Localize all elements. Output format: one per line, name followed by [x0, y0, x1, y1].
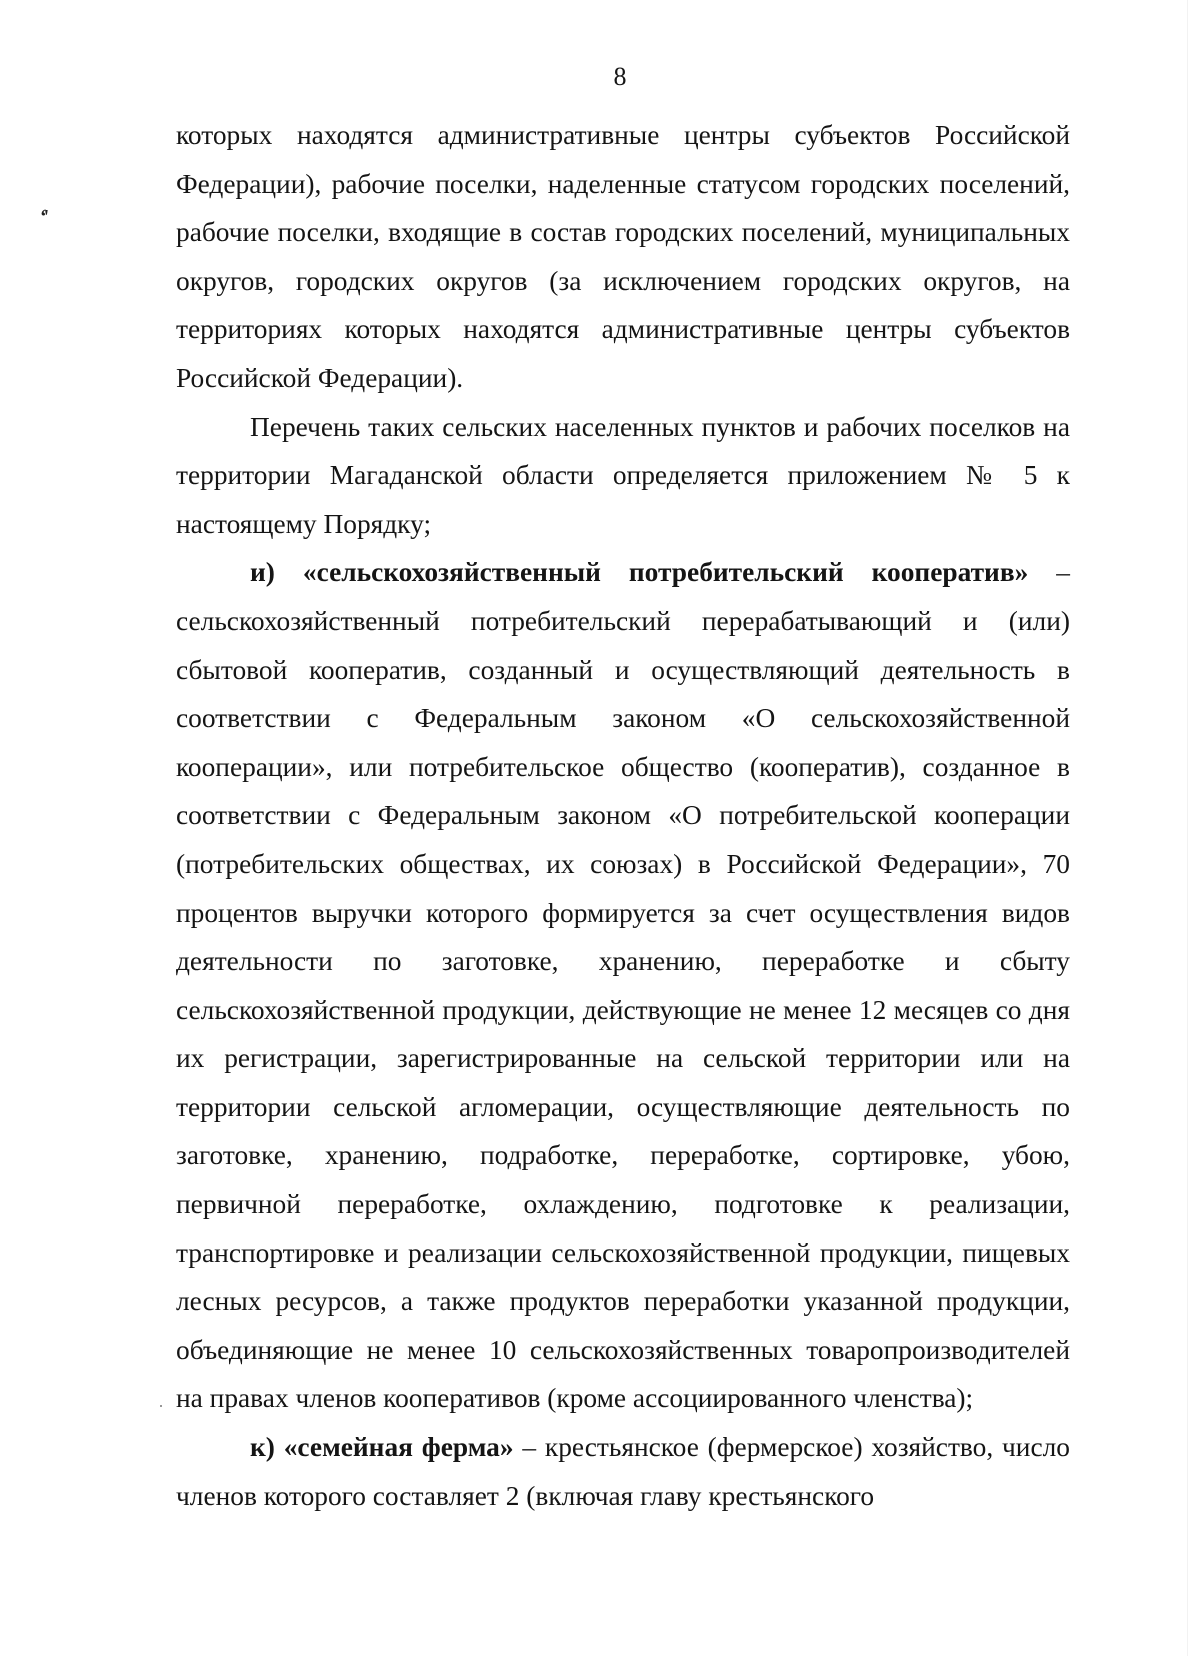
paragraph-settlements-list: Перечень таких сельских населенных пунктов и рабочих поселков на территории Магаданской области определяется приложением № 5 к настоящему Порядку; — [176, 411, 1070, 539]
term-heading-cooperative: и) «сельскохозяйственный потребительский кооператив» — [250, 557, 1029, 588]
term-heading-family-farm: к) «семейная ферма» — [250, 1432, 514, 1463]
document-body — [176, 111, 1070, 1520]
scan-artifact-mark: ʻ' — [40, 206, 47, 228]
term-definition-family-farm: – крестьянское (фермерское) хозяйство, число членов которого составляет 2 (включая главу крестьянского — [176, 1432, 1070, 1511]
scan-edge-line — [1187, 0, 1188, 1656]
paragraph-term-cooperative — [176, 548, 1070, 1423]
paragraph-term-family-farm — [176, 1423, 1070, 1520]
term-definition-cooperative: – сельскохозяйственный потребительский перерабатывающий и (или) сбытовой кооператив, созданный и осуществляющий деятельность в соответствии с Федеральным законом «О сельскохозяйственной кооперации», или потребительское общество (кооператив), созданное в соответствии с Федеральным законом «О потребительской кооперации (потребительских обществах, их союзах) в Российской Федерации», 70 процентов выручки которого формируется за счет осуществления видов деятельности по заготовке, хранению, переработке и сбыту сельскохозяйственной продукции, действующие не менее 12 месяцев со дня их регистрации, зарегистрированные на сельской территории или на территории сельской агломерации, осуществляющие деятельность по заготовке, хранению, подработке, переработке, сортировке, убою, первичной переработке, охлаждению, подготовке к реализации, транспортировке и реализации сельскохозяйственной продукции, пищевых лесных ресурсов, а также продуктов переработки указанной продукции, объединяющие не менее 10 сельскохозяйственных товаропроизводителей на правах членов кооперативов (кроме ассоциированного членства); — [176, 557, 1070, 1414]
scan-artifact-dot — [160, 1405, 162, 1407]
paragraph-settlements-continued: которых находятся административные центры субъектов Российской Федерации), рабочие поселки, наделенные статусом городских поселений, рабочие поселки, входящие в состав городских поселений, муниципальных округов, городских округов (за исключением городских округов, на территориях которых находятся административные центры субъектов Российской Федерации). — [176, 120, 1070, 393]
page-number: 8 — [613, 62, 627, 91]
